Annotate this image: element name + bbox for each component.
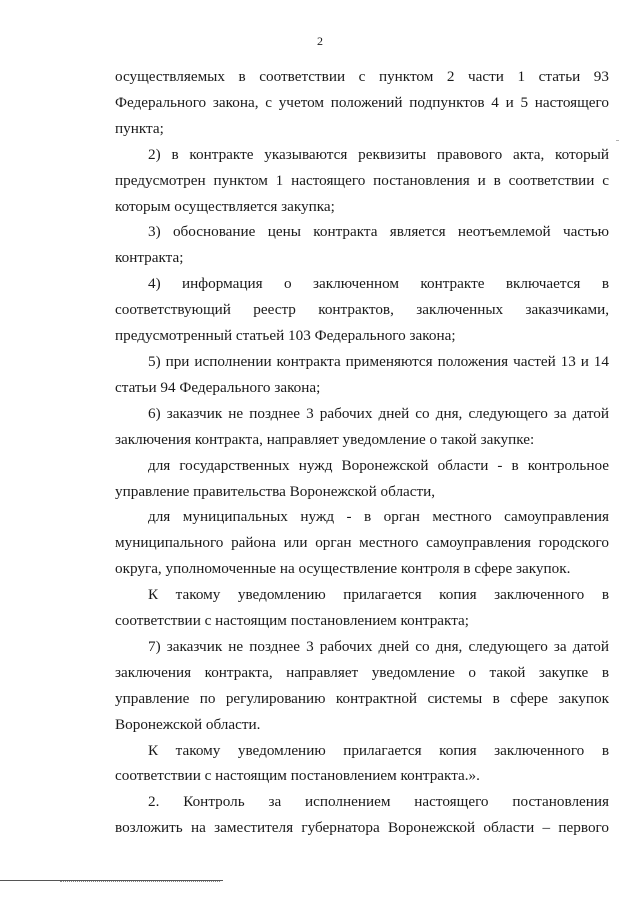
text-line: соответствии с настоящим постановлением контракта.». bbox=[115, 767, 480, 785]
text-line: Воронежской области. bbox=[115, 715, 261, 733]
page-number: 2 bbox=[317, 34, 323, 48]
paragraph bbox=[115, 634, 609, 738]
text-line: контракта; bbox=[115, 249, 184, 267]
text-line: предусмотрен пунктом 1 настоящего постановления и в соответствии с bbox=[115, 171, 609, 189]
text-line: 2. Контроль за исполнением настоящего постановления bbox=[148, 793, 609, 811]
text-line: для муниципальных нужд - в орган местного самоуправления bbox=[148, 508, 609, 526]
paragraph bbox=[115, 789, 609, 841]
text-line: осуществляемых в соответствии с пунктом 2 части 1 статьи 93 bbox=[115, 68, 609, 85]
text-line: 2) в контракте указываются реквизиты правового акта, который bbox=[148, 145, 609, 163]
paragraph bbox=[115, 271, 609, 349]
text-line: которым осуществляется закупка; bbox=[115, 197, 335, 215]
text-line: К такому уведомлению прилагается копия заключенного в bbox=[148, 741, 609, 759]
text-line: муниципального района или орган местного самоуправления городского bbox=[115, 534, 609, 552]
text-line: соответствии с настоящим постановлением контракта; bbox=[115, 612, 469, 630]
paragraph bbox=[115, 349, 609, 401]
paragraph bbox=[115, 401, 609, 453]
text-line: округа, уполномоченные на осуществление контроля в сфере закупок. bbox=[115, 560, 571, 578]
text-line: заключения контракта, направляет уведомление о такой закупке в bbox=[115, 663, 609, 681]
paragraph bbox=[115, 504, 609, 582]
text-line: К такому уведомлению прилагается копия заключенного в bbox=[148, 586, 609, 604]
text-line: возложить на заместителя губернатора Воронежской области – первого bbox=[115, 819, 609, 837]
document-body bbox=[115, 64, 609, 841]
paragraph bbox=[115, 64, 609, 142]
paragraph bbox=[115, 453, 609, 505]
text-line: управление по регулированию контрактной системы в сфере закупок bbox=[115, 689, 609, 707]
text-line: предусмотренный статьей 103 Федерального закона; bbox=[115, 327, 456, 345]
paragraph bbox=[115, 142, 609, 220]
text-line: управление правительства Воронежской области, bbox=[115, 482, 436, 500]
text-line: 3) обоснование цены контракта является неотъемлемой частью bbox=[148, 223, 609, 241]
text-line: заключения контракта, направляет уведомление о такой закупке: bbox=[115, 430, 535, 448]
paragraph bbox=[115, 738, 609, 790]
text-line: 5) при исполнении контракта применяются положения частей 13 и 14 bbox=[148, 352, 609, 370]
text-line: для государственных нужд Воронежской области - в контрольное bbox=[148, 456, 609, 474]
text-line: соответствующий реестр контрактов, заключенных заказчиками, bbox=[115, 301, 609, 319]
paragraph bbox=[115, 219, 609, 271]
text-line: статьи 94 Федерального закона; bbox=[115, 378, 321, 396]
scan-speck bbox=[616, 140, 619, 141]
text-line: пункта; bbox=[115, 119, 164, 137]
footer-rule-dotted bbox=[60, 881, 220, 882]
text-line: 4) информация о заключенном контракте включается в bbox=[148, 275, 609, 293]
paragraph bbox=[115, 582, 609, 634]
text-line: Федерального закона, с учетом положений подпунктов 4 и 5 настоящего bbox=[115, 93, 609, 111]
text-line: 6) заказчик не позднее 3 рабочих дней со дня, следующего за датой bbox=[148, 404, 609, 422]
text-line: 7) заказчик не позднее 3 рабочих дней со дня, следующего за датой bbox=[148, 637, 609, 655]
